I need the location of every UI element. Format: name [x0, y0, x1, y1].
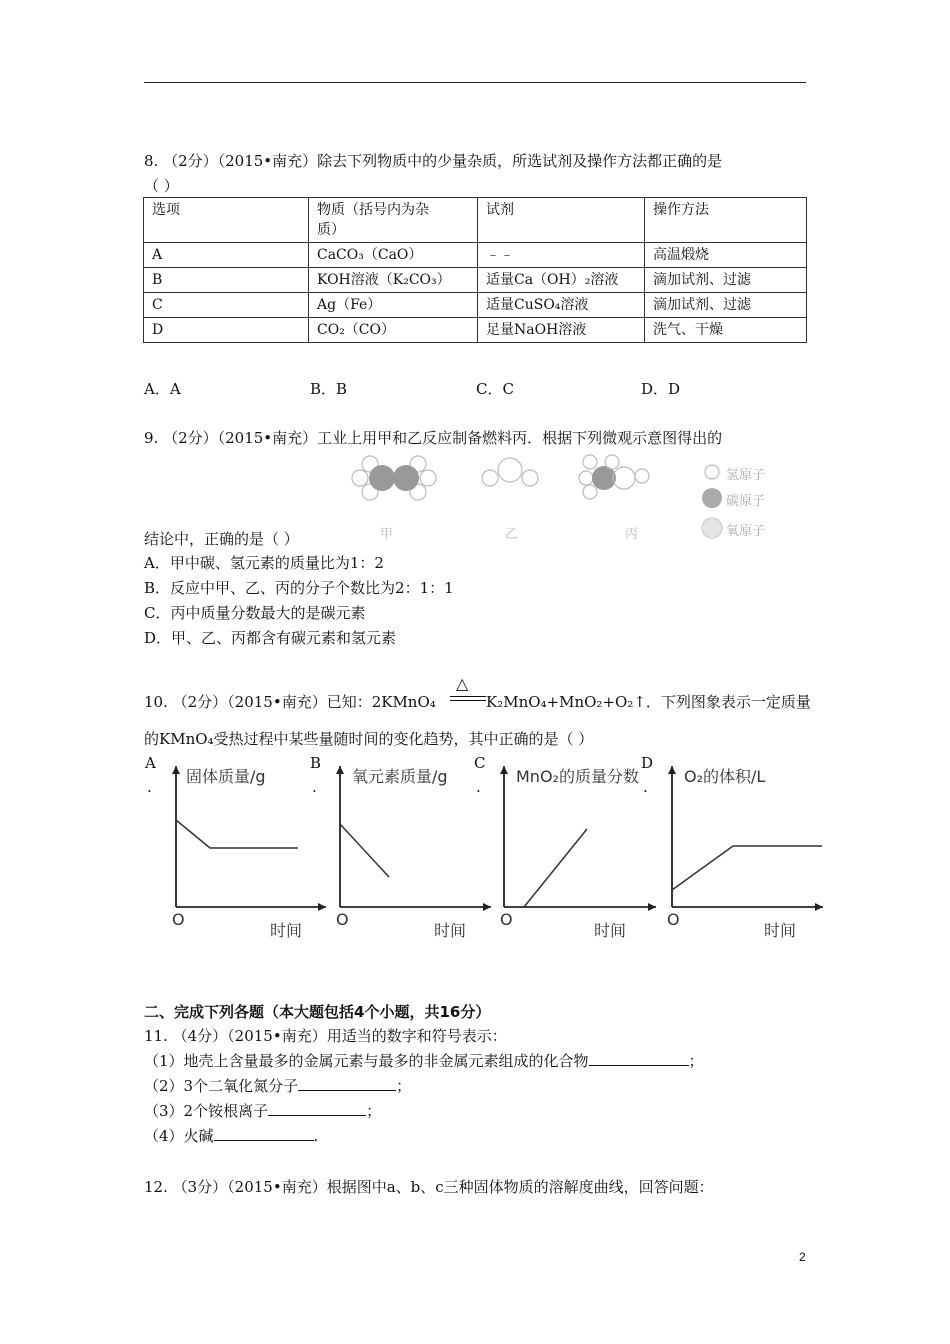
- graph-d: [672, 766, 823, 907]
- q8-option-c: C．C: [476, 380, 514, 398]
- legend-oxygen-label: 氧原子: [726, 524, 766, 539]
- graph-d-ylabel: O₂的体积/L: [684, 767, 766, 786]
- q11-item-1-text: （1）地壳上含量最多的金属元素与最多的非金属元素组成的化合物: [144, 1052, 589, 1070]
- molecule-label-jia: 甲: [380, 527, 394, 542]
- graph-a-xlabel: 时间: [270, 921, 303, 940]
- legend-hydrogen-label: 氢原子: [726, 468, 766, 483]
- graph-d-xlabel: 时间: [764, 921, 797, 940]
- q11-item-3-end: ；: [366, 1102, 382, 1120]
- graph-a-dot: .: [147, 778, 152, 796]
- graph-c-dot: .: [476, 778, 481, 796]
- q10-stem-continued: 的KMnO₄受热过程中某些量随时间的变化趋势，其中正确的是（ ）: [144, 730, 594, 748]
- graph-b-xlabel: 时间: [434, 921, 467, 940]
- graph-a-origin: O: [172, 910, 185, 929]
- table-cell: 足量NaOH溶液: [478, 318, 645, 343]
- table-cell: CO₂（CO）: [309, 318, 478, 343]
- molecule-label-yi: 乙: [505, 527, 519, 542]
- graph-c-origin: O: [500, 910, 513, 929]
- graph-d-dot: .: [643, 778, 648, 796]
- graph-b-dot: .: [312, 778, 317, 796]
- graph-b: [340, 766, 491, 907]
- q10-stem-post: K₂MnO₄+MnO₂+O₂↑．下列图象表示一定质量: [486, 693, 811, 711]
- table-cell: 高温煅烧: [645, 243, 807, 268]
- q11-item-2-text: （2）3个二氧化氮分子: [144, 1077, 299, 1095]
- q8-stem: 8. （2分）（2015•南充）除去下列物质中的少量杂质，所选试剂及操作方法都正确的是: [144, 152, 723, 170]
- q11-item-4-end: .: [313, 1127, 319, 1145]
- table-cell: 滴加试剂、过滤: [645, 268, 807, 293]
- table-cell: ﹣﹣: [478, 243, 645, 268]
- heat-condition-symbol: △: [456, 674, 469, 693]
- q11-stem: 11. （4分）（2015•南充）用适当的数字和符号表示：: [144, 1027, 507, 1045]
- graph-c-letter: C: [474, 754, 486, 772]
- q9-option-d: D．甲、乙、丙都含有碳元素和氢元素: [144, 629, 397, 647]
- q8-option-b: B．B: [310, 380, 348, 398]
- header-line-2: 质）: [317, 222, 345, 238]
- q11-item-2: [144, 1075, 411, 1096]
- q8-answer-paren: （ ）: [144, 177, 179, 195]
- table-cell: B: [144, 268, 309, 293]
- graph-b-curve: [340, 824, 389, 877]
- header-line-1: 物质（括号内为杂: [317, 202, 429, 218]
- table-cell: D: [144, 318, 309, 343]
- table-cell: C: [144, 293, 309, 318]
- table-cell: 适量CuSO₄溶液: [478, 293, 645, 318]
- q9-stem: 9. （2分）（2015•南充）工业上用甲和乙反应制备燃料丙．根据下列微观示意图得出的: [144, 429, 723, 447]
- q8-option-d: D．D: [641, 380, 681, 398]
- q11-item-4: [144, 1125, 318, 1146]
- graph-a-ylabel: 固体质量/g: [186, 767, 266, 786]
- q11-item-4-text: （4）火碱: [144, 1127, 214, 1145]
- q11-item-1: [144, 1050, 704, 1071]
- page-number: 2: [799, 1250, 806, 1264]
- graph-c-xlabel: 时间: [594, 921, 627, 940]
- graph-a-letter: A: [145, 754, 156, 772]
- q9-stem-continued: 结论中，正确的是（ ）: [144, 530, 299, 548]
- q9-option-b: B．反应中甲、乙、丙的分子个数比为2：1：1: [144, 579, 454, 597]
- graph-d-letter: D: [641, 754, 654, 772]
- graph-a: [176, 766, 326, 907]
- q8-option-a: A．A: [144, 380, 181, 398]
- table-cell: 洗气、干燥: [645, 318, 807, 343]
- q11-item-1-end: ；: [688, 1052, 704, 1070]
- q11-item-2-end: ；: [396, 1077, 412, 1095]
- section-2-title: 二、完成下列各题（本大题包括4个小题，共16分）: [144, 1003, 491, 1021]
- table-cell: KOH溶液（K₂CO₃）: [309, 268, 478, 293]
- graph-c-ylabel: MnO₂的质量分数: [516, 767, 639, 786]
- q11-item-3: [144, 1100, 381, 1121]
- graph-c: [504, 766, 656, 907]
- q9-option-a: A．甲中碳、氢元素的质量比为1：2: [144, 554, 384, 572]
- legend-carbon-label: 碳原子: [726, 494, 766, 509]
- graph-b-ylabel: 氧元素质量/g: [352, 767, 448, 786]
- table-header-cell: 试剂: [478, 198, 645, 243]
- q11-item-3-text: （3）2个铵根离子: [144, 1102, 269, 1120]
- q11-answer-blank-3[interactable]: [268, 1101, 366, 1116]
- graph-b-letter: B: [310, 754, 322, 772]
- graph-c-curve: [524, 829, 587, 907]
- q12-stem: 12. （3分）（2015•南充）根据图中a、b、c三种固体物质的溶解度曲线，回答问题：: [144, 1178, 714, 1196]
- graph-a-curve: [176, 820, 298, 848]
- q11-answer-blank-4[interactable]: [214, 1126, 314, 1141]
- table-cell: 适量Ca（OH）₂溶液: [478, 268, 645, 293]
- q11-answer-blank-2[interactable]: [298, 1076, 396, 1091]
- q11-answer-blank-1[interactable]: [589, 1051, 689, 1066]
- table-header-cell: 选项: [144, 198, 309, 243]
- table-cell: Ag（Fe）: [309, 293, 478, 318]
- table-cell: CaCO₃（CaO）: [309, 243, 478, 268]
- graph-d-curve: [672, 846, 822, 890]
- graph-d-origin: O: [667, 910, 680, 929]
- molecule-label-bing: 丙: [625, 527, 639, 542]
- table-header-cell: 操作方法: [645, 198, 807, 243]
- graph-b-origin: O: [336, 910, 349, 929]
- q10-stem-pre: 10. （2分）（2015•南充）已知：2KMnO₄: [144, 693, 436, 711]
- table-cell: A: [144, 243, 309, 268]
- q9-option-c: C．丙中质量分数最大的是碳元素: [144, 604, 366, 622]
- table-cell: 滴加试剂、过滤: [645, 293, 807, 318]
